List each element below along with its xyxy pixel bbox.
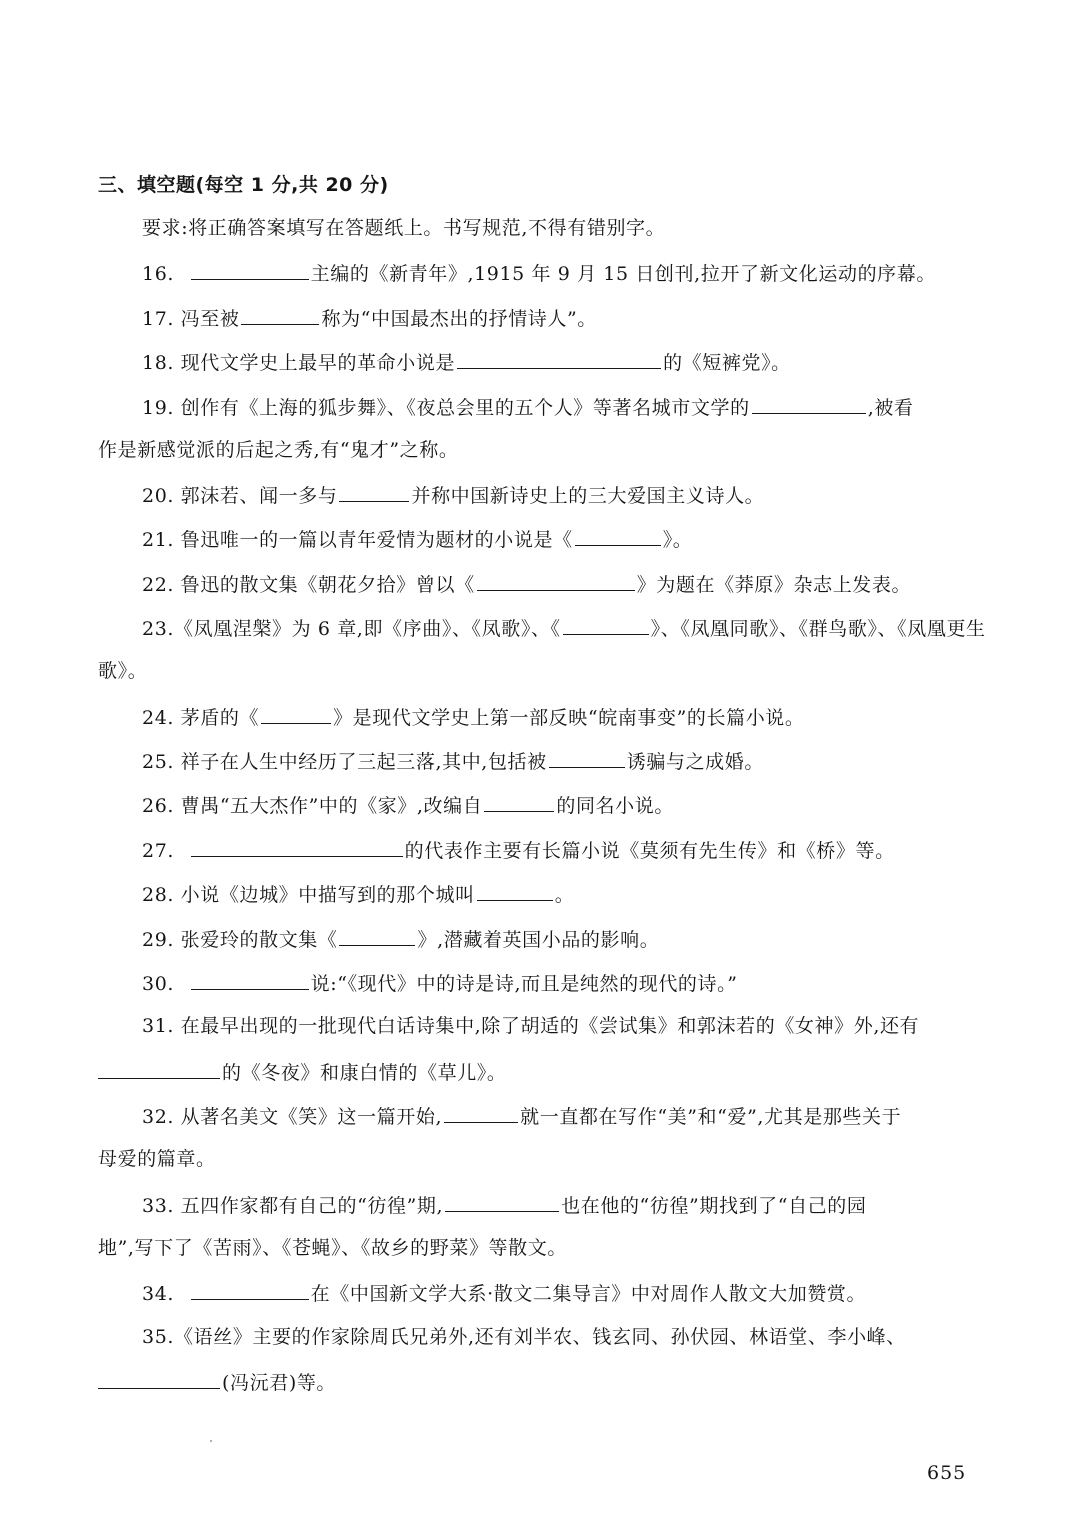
question-text: 创作有《上海的狐步舞》、《夜总会里的五个人》等著名城市文学的 (180, 397, 750, 419)
answer-blank[interactable] (575, 525, 661, 546)
question-27 (142, 836, 895, 864)
question-20 (142, 481, 764, 509)
question-number: 21. (142, 529, 175, 551)
question-number: 24. (142, 707, 175, 729)
question-18 (142, 348, 791, 376)
question-34 (142, 1279, 866, 1307)
answer-blank[interactable] (191, 836, 403, 857)
answer-blank[interactable] (339, 481, 409, 502)
question-number: 29. (142, 929, 175, 951)
question-number: 27. (142, 840, 175, 862)
question-text: 的《短裤党》。 (663, 352, 791, 374)
question-text: ,被看 (867, 397, 914, 419)
question-text: 的代表作主要有长篇小说《莫须有先生传》和《桥》等。 (404, 840, 895, 862)
question-text: 五四作家都有自己的“彷徨”期, (180, 1195, 444, 1217)
question-text: 》,潜藏着英国小品的影响。 (417, 929, 660, 951)
question-text: 从著名美文《笑》这一篇开始, (180, 1106, 443, 1128)
question-number: 31. (142, 1015, 175, 1037)
question-number: 22. (142, 574, 175, 596)
question-number: 20. (142, 485, 175, 507)
question-35 (142, 1324, 906, 1350)
answer-blank[interactable] (444, 1102, 518, 1123)
question-32 (142, 1102, 901, 1130)
question-text: 诱骗与之成婚。 (626, 751, 764, 773)
answer-blank[interactable] (445, 1191, 559, 1212)
question-26 (142, 791, 674, 819)
question-text: 冯至被 (180, 308, 240, 330)
question-number: 26. (142, 795, 175, 817)
answer-blank[interactable] (98, 1368, 220, 1389)
question-text: 郭沫若、闻一多与 (180, 485, 338, 507)
answer-blank[interactable] (752, 393, 866, 414)
question-text: 》是现代文学史上第一部反映“皖南事变”的长篇小说。 (333, 707, 805, 729)
question-text: 并称中国新诗史上的三大爱国主义诗人。 (411, 485, 765, 507)
question-25 (142, 747, 764, 775)
question-number: 34. (142, 1283, 175, 1305)
question-number: 30. (142, 973, 175, 995)
question-33-continued: 地”,写下了《苦雨》、《苍蝇》、《故乡的野菜》等散文。 (98, 1237, 567, 1259)
question-number: 18. (142, 352, 175, 374)
question-23-continued: 歌》。 (98, 660, 148, 682)
answer-blank[interactable] (191, 259, 309, 280)
question-text: 祥子在人生中经历了三起三落,其中,包括被 (180, 751, 547, 773)
question-28 (142, 880, 574, 908)
question-text: 说:“《现代》中的诗是诗,而且是纯然的现代的诗。” (310, 973, 738, 995)
question-33 (142, 1191, 866, 1219)
answer-blank[interactable] (191, 1279, 309, 1300)
question-number: 33. (142, 1195, 175, 1217)
question-text: 。 (554, 884, 575, 906)
question-text: 的《冬夜》和康白情的《草儿》。 (222, 1062, 507, 1084)
answer-blank[interactable] (339, 925, 415, 946)
question-number: 17. (142, 308, 175, 330)
question-text: 在《中国新文学大系·散文二集导言》中对周作人散文大加赞赏。 (310, 1283, 867, 1305)
scan-speck (210, 1440, 212, 1442)
answer-blank[interactable] (261, 703, 331, 724)
question-text: 小说《边城》中描写到的那个城叫 (180, 884, 475, 906)
question-text: 》。 (662, 529, 693, 551)
question-number: 32. (142, 1106, 175, 1128)
question-number: 19. (142, 397, 175, 419)
question-19 (142, 393, 914, 421)
answer-blank[interactable] (549, 747, 625, 768)
question-31 (142, 1013, 919, 1039)
question-text: 主编的《新青年》,1915 年 9 月 15 日创刊,拉开了新文化运动的序幕。 (310, 263, 936, 285)
answer-blank[interactable] (477, 880, 553, 901)
question-30 (142, 969, 738, 997)
question-text: 《凤凰涅槃》为 6 章,即《序曲》、《凤歌》、《 (174, 618, 561, 640)
question-number: 23. (142, 618, 175, 640)
page-number: 655 (927, 1462, 967, 1484)
question-text: 鲁迅唯一的一篇以青年爱情为题材的小说是《 (180, 529, 573, 551)
question-text: 曹禺“五大杰作”中的《家》,改编自 (180, 795, 483, 817)
question-text: 》为题在《莽原》杂志上发表。 (636, 574, 912, 596)
question-29 (142, 925, 659, 953)
question-text: 茅盾的《 (180, 707, 260, 729)
question-text: 《语丝》主要的作家除周氏兄弟外,还有刘半农、钱玄同、孙伏园、林语堂、李小峰、 (174, 1326, 906, 1348)
instruction-text: 要求:将正确答案填写在答题纸上。书写规范,不得有错别字。 (142, 217, 666, 239)
answer-blank[interactable] (241, 304, 319, 325)
question-24 (142, 703, 805, 731)
answer-blank[interactable] (457, 348, 661, 369)
question-text: (冯沅君)等。 (222, 1372, 337, 1394)
question-17 (142, 304, 597, 332)
question-23 (142, 614, 986, 642)
question-text: 的同名小说。 (556, 795, 674, 817)
question-text: 称为“中国最杰出的抒情诗人”。 (321, 308, 597, 330)
question-text: 鲁迅的散文集《朝花夕拾》曾以《 (180, 574, 475, 596)
question-text: 》、《凤凰同歌》、《群鸟歌》、《凤凰更生 (650, 618, 986, 640)
section-title: 三、填空题(每空 1 分,共 20 分) (98, 174, 389, 196)
question-text: 也在他的“彷徨”期找到了“自己的园 (561, 1195, 867, 1217)
question-text: 在最早出现的一批现代白话诗集中,除了胡适的《尝试集》和郭沫若的《女神》外,还有 (180, 1015, 920, 1037)
question-text: 就一直都在写作“美”和“爱”,尤其是那些关于 (520, 1106, 902, 1128)
question-22 (142, 570, 911, 598)
question-19-continued: 作是新感觉派的后起之秀,有“鬼才”之称。 (98, 439, 459, 461)
question-32-continued: 母爱的篇章。 (98, 1148, 216, 1170)
question-number: 28. (142, 884, 175, 906)
answer-blank[interactable] (98, 1058, 220, 1079)
question-21 (142, 525, 692, 553)
answer-blank[interactable] (477, 570, 635, 591)
question-number: 16. (142, 263, 175, 285)
answer-blank[interactable] (484, 791, 554, 812)
question-number: 25. (142, 751, 175, 773)
answer-blank[interactable] (563, 614, 649, 635)
question-number: 35. (142, 1326, 175, 1348)
question-text: 现代文学史上最早的革命小说是 (180, 352, 456, 374)
question-text: 张爱玲的散文集《 (180, 929, 338, 951)
question-16 (142, 259, 936, 287)
question-35-continued (98, 1368, 336, 1396)
question-31-continued (98, 1058, 507, 1086)
answer-blank[interactable] (191, 969, 309, 990)
